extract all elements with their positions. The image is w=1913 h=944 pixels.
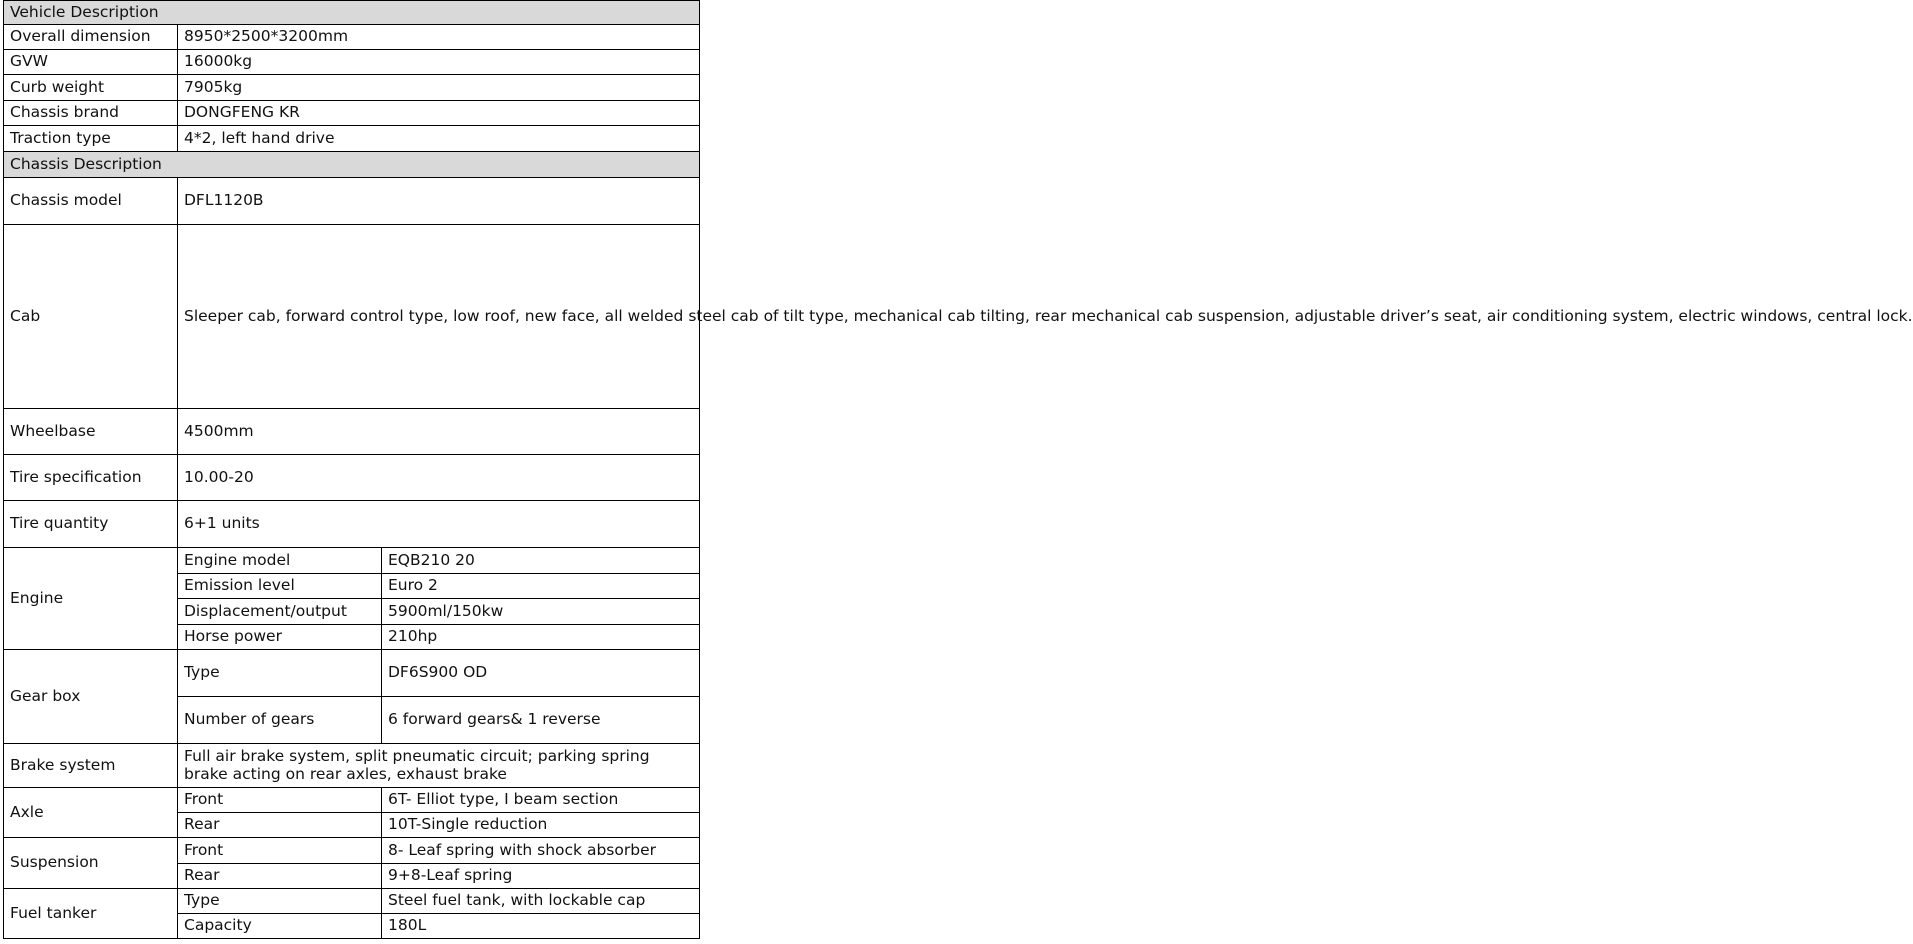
- row-label: GVW: [4, 50, 178, 75]
- brake-description: Full air brake system, split pneumatic circuit; parking spring brake acting on rear axles, exhaust brake: [178, 744, 700, 788]
- table-row: [4, 744, 700, 788]
- sub-label: Front: [178, 838, 382, 864]
- row-value: 7905kg: [178, 75, 700, 101]
- sub-label: Emission level: [178, 574, 382, 599]
- sub-value: Euro 2: [382, 574, 700, 599]
- fuel-tanker-label: Fuel tanker: [4, 889, 178, 939]
- engine-label: Engine: [4, 548, 178, 650]
- sub-value: Steel fuel tank, with lockable cap: [382, 889, 700, 914]
- sub-label: Engine model: [178, 548, 382, 574]
- row-value: DONGFENG KR: [178, 101, 700, 126]
- table-row: [4, 501, 700, 548]
- sub-value: 10T-Single reduction: [382, 813, 700, 838]
- row-value: 4500mm: [178, 409, 700, 455]
- chassis-description-header: Chassis Description: [4, 152, 700, 178]
- row-value: 16000kg: [178, 50, 700, 75]
- table-row: [4, 409, 700, 455]
- table-row: [4, 455, 700, 501]
- sub-value: 9+8-Leaf spring: [382, 864, 700, 889]
- row-label: Traction type: [4, 126, 178, 152]
- row-value: 8950*2500*3200mm: [178, 25, 700, 50]
- sub-value: 8- Leaf spring with shock absorber: [382, 838, 700, 864]
- row-label: Overall dimension: [4, 25, 178, 50]
- row-label: Curb weight: [4, 75, 178, 101]
- sub-value: 180L: [382, 914, 700, 939]
- row-label: Brake system: [4, 744, 178, 788]
- sub-label: Front: [178, 788, 382, 813]
- sub-label: Type: [178, 889, 382, 914]
- row-label: Cab: [4, 225, 178, 409]
- row-label: Chassis brand: [4, 101, 178, 126]
- table-row: [4, 126, 700, 152]
- row-label: Tire quantity: [4, 501, 178, 548]
- table-row: [4, 25, 700, 50]
- sub-value: 210hp: [382, 625, 700, 650]
- sub-label: Number of gears: [178, 697, 382, 744]
- sub-value: 5900ml/150kw: [382, 599, 700, 625]
- sub-label: Rear: [178, 864, 382, 889]
- vehicle-description-header-row: [4, 1, 700, 25]
- sub-label: Capacity: [178, 914, 382, 939]
- table-row: [4, 548, 700, 574]
- cab-description: Sleeper cab, forward control type, low roof, new face, all welded steel cab of tilt type, mechanical cab tilting, rear mechanical cab suspension, adjustable driver’s seat, air conditioning system, electric windows, central lock.: [178, 225, 700, 409]
- suspension-label: Suspension: [4, 838, 178, 889]
- table-row: [4, 50, 700, 75]
- sub-label: Displacement/output: [178, 599, 382, 625]
- sub-label: Rear: [178, 813, 382, 838]
- row-value: 4*2, left hand drive: [178, 126, 700, 152]
- table-row: [4, 101, 700, 126]
- row-value: 6+1 units: [178, 501, 700, 548]
- axle-label: Axle: [4, 788, 178, 838]
- vehicle-spec-table: [3, 0, 1913, 939]
- sub-value: EQB210 20: [382, 548, 700, 574]
- chassis-description-header-row: [4, 152, 700, 178]
- table-row: [4, 788, 700, 813]
- table-row: [4, 75, 700, 101]
- gearbox-label: Gear box: [4, 650, 178, 744]
- sub-label: Horse power: [178, 625, 382, 650]
- sub-label: Type: [178, 650, 382, 697]
- table-row: [4, 889, 700, 914]
- sub-value: 6 forward gears& 1 reverse: [382, 697, 700, 744]
- sub-value: DF6S900 OD: [382, 650, 700, 697]
- table-row: [4, 225, 700, 409]
- table-row: [4, 650, 700, 697]
- vehicle-description-header: Vehicle Description: [4, 1, 700, 25]
- sub-value: 6T- Elliot type, I beam section: [382, 788, 700, 813]
- table-row: [4, 838, 700, 864]
- table-row: [4, 178, 700, 225]
- row-label: Wheelbase: [4, 409, 178, 455]
- row-value: DFL1120B: [178, 178, 700, 225]
- row-label: Tire specification: [4, 455, 178, 501]
- row-value: 10.00-20: [178, 455, 700, 501]
- row-label: Chassis model: [4, 178, 178, 225]
